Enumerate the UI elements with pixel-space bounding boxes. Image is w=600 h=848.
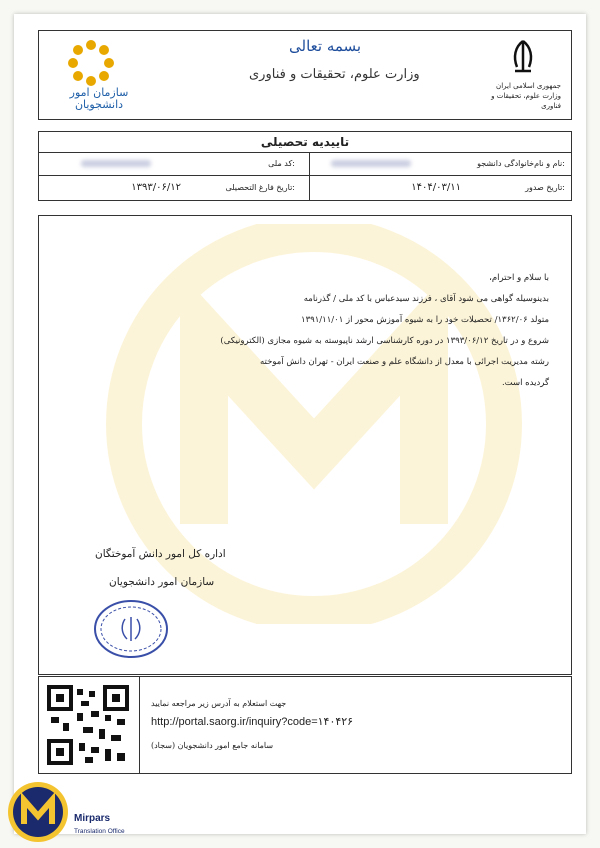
document-page: [14, 14, 586, 834]
body-line-3: شروع و در تاریخ ۱۳۹۳/۰۶/۱۲ در دوره کارشناسی ارشد ناپیوسته به شیوه مجازی (الکترونیکی): [220, 336, 549, 346]
graduation-date-label: تاریخ فارغ التحصیلی:: [225, 183, 295, 192]
certificate-info-table: [38, 131, 572, 201]
body-line-4: رشته مدیریت اجرائی با معدل از دانشگاه علم و صنعت ایران - تهران دانش آموخته: [260, 357, 549, 367]
qr-code-icon[interactable]: [45, 683, 131, 767]
org-name-line1: سازمان امور: [69, 86, 129, 99]
system-name: سامانه جامع امور دانشجویان (سجاد): [151, 741, 274, 750]
footer-divider: [139, 677, 140, 773]
body-line-5: گردیده است.: [501, 378, 549, 388]
signature-organization: سازمان امور دانشجویان: [109, 576, 215, 588]
verification-url-link[interactable]: http://portal.saorg.ir/inquiry?code=۱۴۰۴۲۶: [151, 716, 354, 728]
org-logo-text: [59, 87, 139, 111]
org-name-line2: دانشجویان: [74, 98, 124, 111]
verify-instruction: جهت استعلام به آدرس زیر مراجعه نمایید: [151, 699, 287, 708]
signature-department: اداره کل امور دانش آموختگان: [95, 548, 226, 560]
org-logo-icon: [67, 39, 115, 87]
student-name-label: نام و نام‌خانوادگی دانشجو:: [477, 159, 565, 168]
graduation-date-value: ۱۳۹۳/۰۶/۱۲: [131, 182, 181, 193]
national-code-label: کد ملی:: [268, 159, 295, 168]
iran-emblem-icon: [505, 37, 541, 77]
body-line-2: متولد ۱۳۶۲/۰۶/ تحصیلات خود را به شیوه آموزش محور از ۱۳۹۱/۱۱/۰۱: [301, 315, 549, 325]
issue-date-value: ۱۴۰۴/۰۳/۱۱: [411, 182, 461, 193]
issue-date-label: تاریخ صدور:: [525, 183, 565, 192]
mirpars-logo-icon: [6, 780, 70, 844]
basmala: بسمه تعالی: [289, 37, 362, 55]
official-stamp-icon: [93, 599, 169, 659]
body-line-1: بدینوسیله گواهی می شود آقای ، فرزند سیدعباس با کد ملی / گذرنامه: [303, 294, 549, 304]
student-name-redacted: [331, 152, 411, 175]
header-box: [38, 30, 572, 120]
table-row: [39, 152, 571, 176]
table-divider: [309, 152, 310, 200]
ministry-name: وزارت علوم، تحقیقات و فناوری: [249, 67, 420, 82]
national-code-redacted: [81, 152, 151, 175]
certificate-title: تاییدیه تحصیلی: [39, 132, 571, 153]
emblem-text: جمهوری اسلامی ایران وزارت علوم، تحقیقات و فناوری: [491, 82, 561, 110]
certificate-text: [79, 268, 549, 394]
brand-name: Mirpars: [74, 813, 111, 824]
certificate-body: [38, 215, 572, 675]
brand-subtitle: Translation Office: [74, 828, 125, 835]
table-row: [39, 176, 571, 199]
greeting: با سلام و احترام،: [489, 273, 549, 283]
verification-footer: [38, 676, 572, 774]
